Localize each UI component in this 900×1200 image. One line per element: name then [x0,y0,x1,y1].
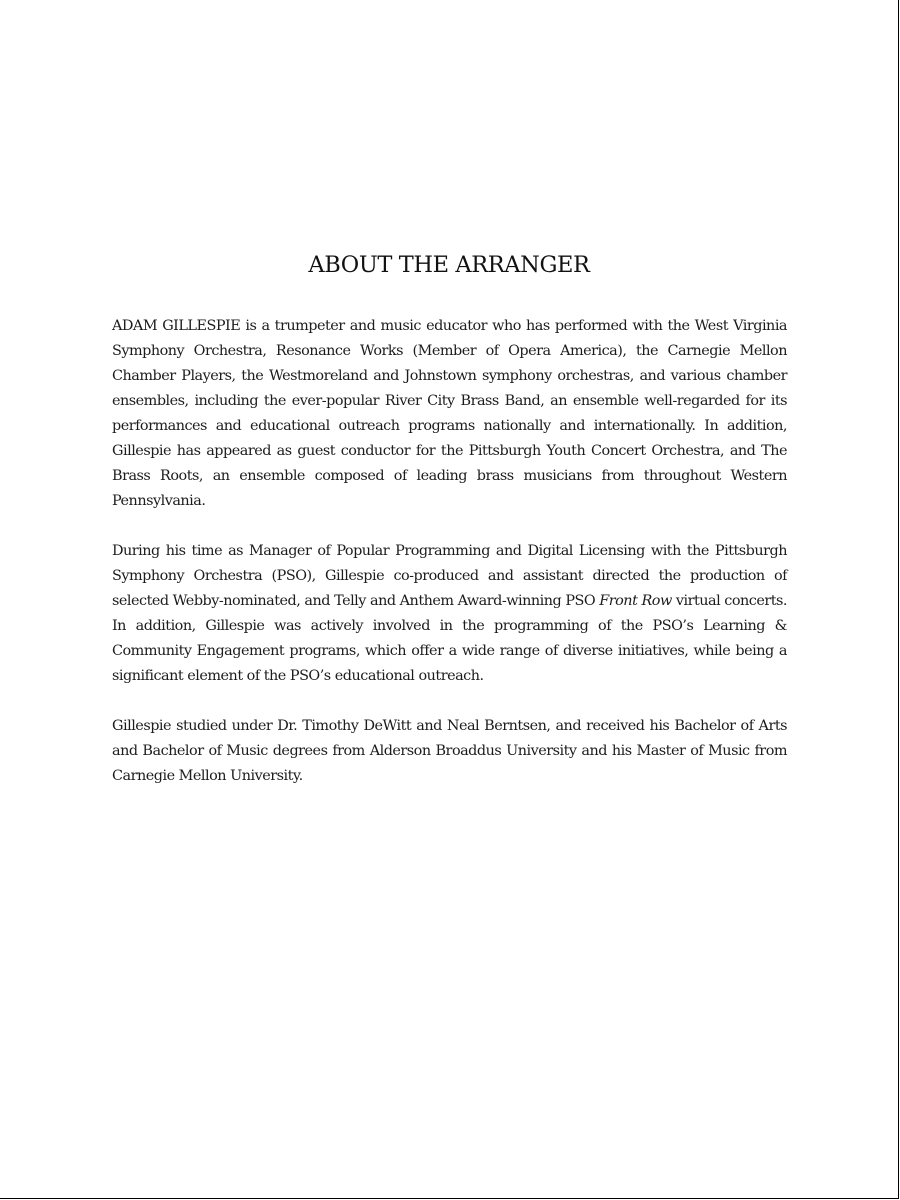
paragraph-2-text-start: During his time as Manager of Popular Programming and Digital Licensing with the Pittsburgh Symphony Orchestra (PSO), Gillespie co-produced and assistant directed the production of selected Webby-nominated, and Telly and Anthem Award-winning PSO [112,543,787,609]
biography-paragraph-1: ADAM GILLESPIE is a trumpeter and music educator who has performed with the West Virginia Symphony Orchestra, Resonance Works (Member of Opera America), the Carnegie Mellon Chamber Players, the Westmoreland and Johnstown symphony orchestras, and various chamber ensembles, including the ever-popular River City Brass Band, an ensemble well-regarded for its performances and educational outreach programs nationally and internationally. In addition, Gillespie has appeared as guest conductor for the Pittsburgh Youth Concert Orchestra, and The Brass Roots, an ensemble composed of leading brass musicians from throughout Western Pennsylvania. [112,318,787,509]
front-row-title: Front Row [599,593,672,609]
paragraph-2-text-end: virtual concerts. In addition, Gillespie was actively involved in the programming of the PSO’s Learning & Community Engagement programs, which offer a wide range of diverse initiatives, while being a significant element of the PSO’s educational outreach. [112,593,787,684]
biography-paragraph-2 [112,539,787,689]
page-title: ABOUT THE ARRANGER [308,252,590,278]
biography-paragraph-3: Gillespie studied under Dr. Timothy DeWitt and Neal Berntsen, and received his Bachelor of Arts and Bachelor of Music degrees from Alderson Broaddus University and his Master of Music from Carnegie Mellon University. [112,718,787,784]
